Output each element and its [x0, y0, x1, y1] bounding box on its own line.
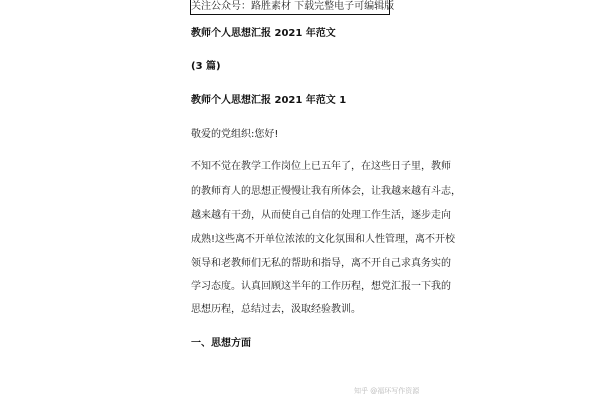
subheading: 一、思想方面: [191, 338, 251, 349]
paragraph-line: 思想历程，总结过去，汲取经验教训。: [191, 304, 361, 315]
document-title: 教师个人思想汇报 2021 年范文: [191, 28, 336, 39]
section-title: 教师个人思想汇报 2021 年范文 1: [191, 95, 347, 106]
download-banner: 关注公众号：路胜素材 下载完整电子可编辑版: [190, 0, 390, 15]
paragraph-line: 越来越有干劲，从而使自己自信的处理工作生活，逐步走向: [191, 210, 451, 221]
paragraph-line: 成熟!这些离不开单位浓浓的文化氛围和人性管理，离不开校: [191, 234, 456, 245]
paragraph-line: 学习态度。认真回顾这半年的工作历程，想党汇报一下我的: [191, 281, 451, 292]
paragraph-line: 领导和老教师们无私的帮助和指导，离不开自己求真务实的: [191, 258, 451, 269]
greeting: 敬爱的党组织:您好!: [191, 129, 279, 140]
article-count: (3 篇): [191, 61, 221, 72]
paragraph-line: 的教师育人的思想正慢慢让我有所体会，让我越来越有斗志，: [191, 186, 461, 197]
watermark: 知乎 @福环写作资源: [354, 387, 420, 395]
paragraph-line: 不知不觉在教学工作岗位上已五年了，在这些日子里，教师: [191, 161, 451, 172]
